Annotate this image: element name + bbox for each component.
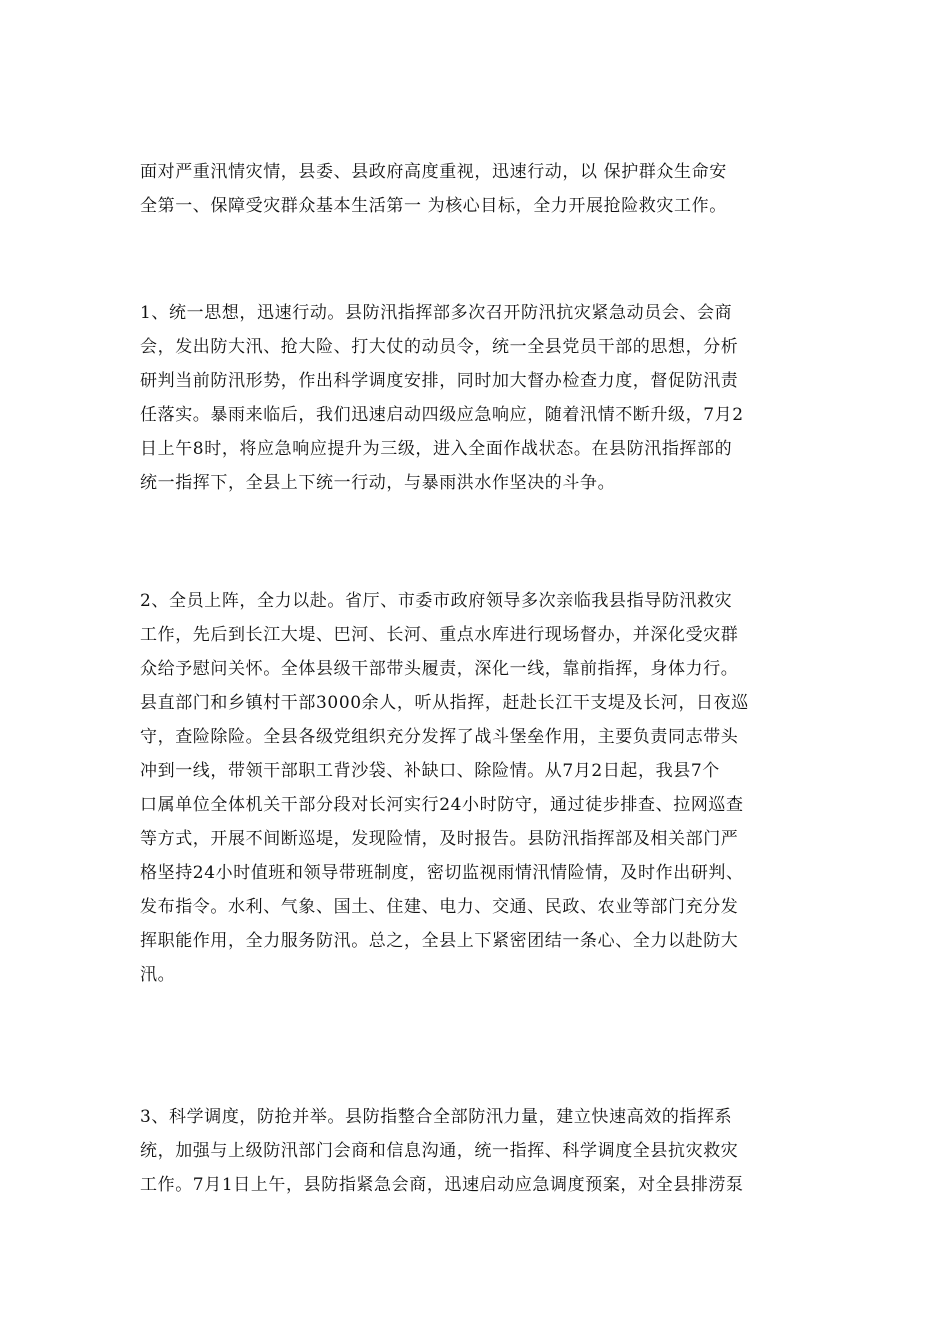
text-line: 任落实。暴雨来临后，我们迅速启动四级应急响应，随着汛情不断升级，7月2	[140, 405, 744, 425]
text-line: 工作，先后到长江大堤、巴河、长河、重点水库进行现场督办，并深化受灾群	[140, 625, 739, 645]
text-line: 等方式，开展不间断巡堤，发现险情，及时报告。县防汛指挥部及相关部门严	[140, 829, 739, 849]
text-line: 工作。7月1日上午，县防指紧急会商，迅速启动应急调度预案，对全县排涝泵	[140, 1175, 744, 1195]
text-line: 众给予慰问关怀。全体县级干部带头履责，深化一线，靠前指挥，身体力行。	[140, 659, 739, 679]
text-line: 发布指令。水利、气象、国土、住建、电力、交通、民政、农业等部门充分发	[140, 897, 739, 917]
text-line: 统，加强与上级防汛部门会商和信息沟通，统一指挥、科学调度全县抗灾救灾	[140, 1141, 739, 1161]
text-line: 3、科学调度，防抢并举。县防指整合全部防汛力量，建立快速高效的指挥系	[140, 1107, 733, 1127]
text-line: 日上午8时，将应急响应提升为三级，进入全面作战状态。在县防汛指挥部的	[140, 439, 733, 459]
text-line: 研判当前防汛形势，作出科学调度安排，同时加大督办检查力度，督促防汛责	[140, 371, 739, 391]
text-line: 统一指挥下，全县上下统一行动，与暴雨洪水作坚决的斗争。	[140, 473, 616, 493]
text-line: 守，查险除险。全县各级党组织充分发挥了战斗堡垒作用，主要负责同志带头	[140, 727, 739, 747]
paragraph-section-1	[140, 296, 830, 500]
text-line: 2、全员上阵，全力以赴。省厅、市委市政府领导多次亲临我县指导防汛救灾	[140, 591, 733, 611]
text-line: 面对严重汛情灾情，县委、县政府高度重视，迅速行动，以 保护群众生命安	[140, 162, 727, 182]
text-line: 汛。	[140, 965, 176, 985]
text-line: 冲到一线，带领干部职工背沙袋、补缺口、除险情。从7月2日起，我县7个	[140, 761, 720, 781]
paragraph-section-3	[140, 1100, 830, 1202]
text-line: 口属单位全体机关干部分段对长河实行24小时防守，通过徒步排查、拉网巡查	[140, 795, 744, 815]
text-line: 1、统一思想，迅速行动。县防汛指挥部多次召开防汛抗灾紧急动员会、会商	[140, 303, 733, 323]
paragraph-section-2	[140, 584, 830, 992]
text-line: 挥职能作用，全力服务防汛。总之，全县上下紧密团结一条心、全力以赴防大	[140, 931, 739, 951]
text-line: 格坚持24小时值班和领导带班制度，密切监视雨情汛情险情，及时作出研判、	[140, 863, 744, 883]
text-line: 县直部门和乡镇村干部3000余人，听从指挥，赶赴长江干支堤及长河，日夜巡	[140, 693, 749, 713]
text-line: 会，发出防大汛、抢大险、打大仗的动员令，统一全县党员干部的思想，分析	[140, 337, 739, 357]
text-line: 全第一、保障受灾群众基本生活第一 为核心目标，全力开展抢险救灾工作。	[140, 196, 727, 216]
paragraph-intro	[140, 155, 830, 223]
